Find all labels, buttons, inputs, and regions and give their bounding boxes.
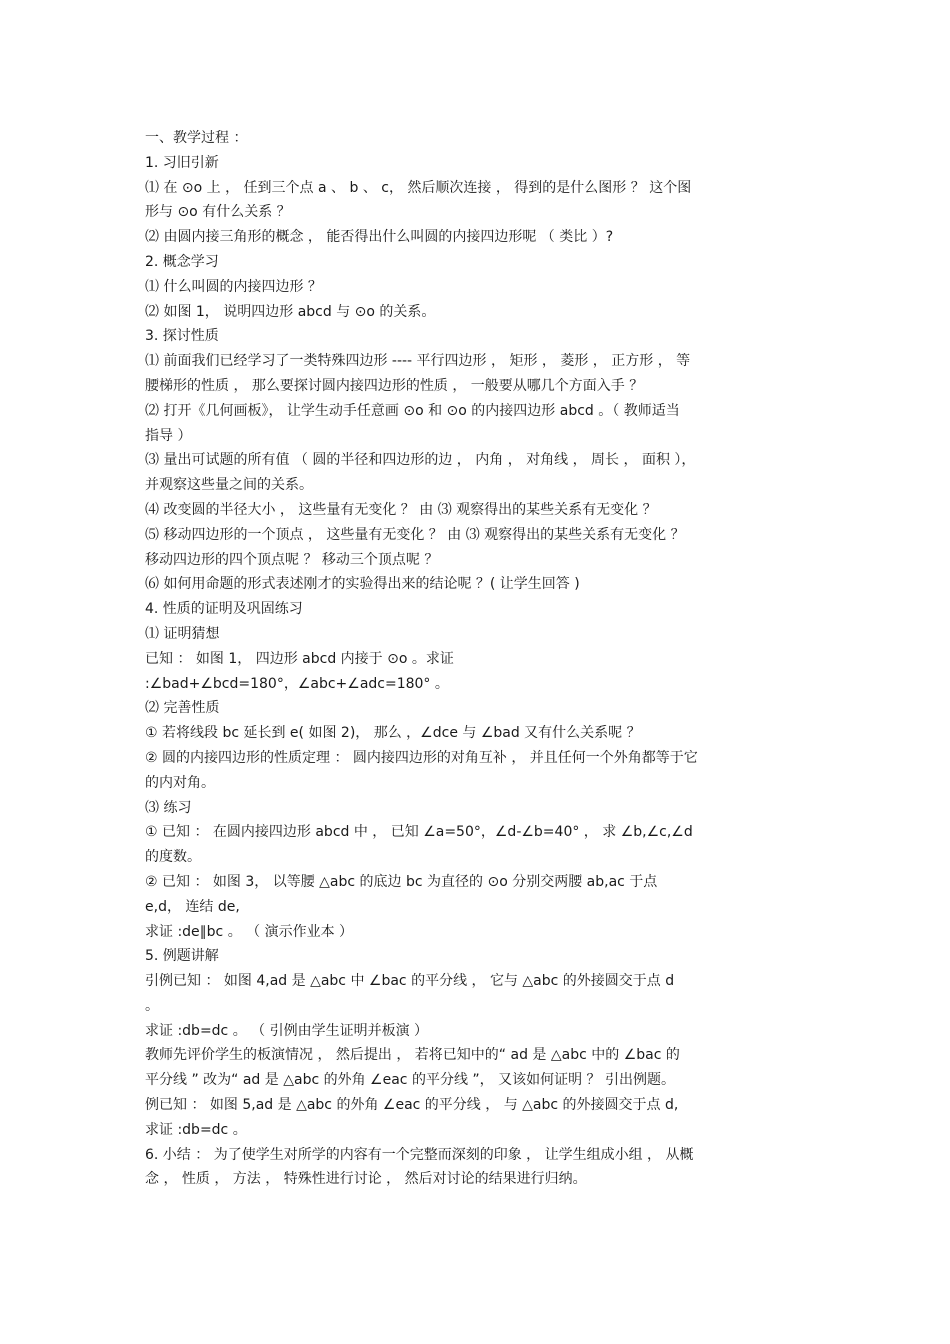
text-line: 求证 :db=dc 。 （ 引例由学生证明并板演 ） <box>145 1022 429 1039</box>
text-line: 已知 ： 如图 1， 四边形 abcd 内接于 ⊙o 。求证 <box>145 650 454 667</box>
text-line: ⑶ 练习 <box>145 799 192 816</box>
text-line: 例已知 ： 如图 5,ad 是 △abc 的外角 ∠eac 的平分线 ， 与 △abc 的外接圆交于点 d, <box>145 1097 679 1114</box>
text-line: ⑵ 如图 1， 说明四边形 abcd 与 ⊙o 的关系。 <box>145 303 436 320</box>
text-line: 引例已知 ： 如图 4,ad 是 △abc 中 ∠bac 的平分线 ， 它与 △abc 的外接圆交于点 d <box>145 973 675 990</box>
text-line: ⑵ 打开《几何画板》， 让学生动手任意画 ⊙o 和 ⊙o 的内接四边形 abcd 。（ 教师适当 <box>145 402 680 419</box>
text-line: 3. 探讨性质 <box>145 328 219 345</box>
text-line: 念 ， 性质 ， 方法 ， 特殊性进行讨论 ， 然后对讨论的结果进行归纳。 <box>145 1171 587 1188</box>
text-line: ⑵ 由圆内接三角形的概念 ， 能否得出什么叫圆的内接四边形呢 （ 类比 ）? <box>145 229 614 246</box>
text-line: 求证 :de∥bc 。 （ 演示作业本 ） <box>145 923 354 940</box>
text-line: 求证 :db=dc 。 <box>145 1121 247 1138</box>
text-line: ⑴ 在 ⊙o 上 ， 任到三个点 a 、 b 、 c， 然后顺次连接 ， 得到的是什么图形 ？ 这个图 <box>145 179 692 196</box>
text-line: ② 圆的内接四边形的性质定理 ： 圆内接四边形的对角互补 ， 并且任何一个外角都等于它 <box>145 749 698 766</box>
text-line: 4. 性质的证明及巩固练习 <box>145 601 303 618</box>
text-line: ⑴ 证明猜想 <box>145 625 220 642</box>
text-line: 形与 ⊙o 有什么关系 ？ <box>145 204 291 221</box>
text-line: 指导 ） <box>145 427 192 444</box>
text-line: ⑶ 量出可试题的所有值 （ 圆的半径和四边形的边 ， 内角 ， 对角线 ， 周长 ， 面积 ）， <box>145 452 696 469</box>
text-line: 平分线 ” 改为“ ad 是 △abc 的外角 ∠eac 的平分线 ”， 又该如何证明 ？ 引出例题。 <box>145 1072 675 1089</box>
text-line: 教师先评价学生的板演情况 ， 然后提出 ， 若将已知中的“ ad 是 △abc 中的 ∠bac 的 <box>145 1047 680 1064</box>
text-line: 5. 例题讲解 <box>145 948 219 965</box>
text-line: ① 已知 ： 在圆内接四边形 abcd 中 ， 已知 ∠a=50°，∠d-∠b=40° ， 求 ∠b,∠c,∠d <box>145 824 693 841</box>
text-line: ② 已知 ： 如图 3， 以等腰 △abc 的底边 bc 为直径的 ⊙o 分别交两腰 ab,ac 于点 <box>145 873 658 890</box>
text-line: 的度数。 <box>145 849 201 866</box>
text-line: 1. 习旧引新 <box>145 154 219 171</box>
text-line: :∠bad+∠bcd=180°，∠abc+∠adc=180° 。 <box>145 675 449 692</box>
text-line: ⑵ 完善性质 <box>145 700 220 717</box>
text-line: 移动四边形的四个顶点呢 ？ 移动三个顶点呢 ？ <box>145 551 439 568</box>
text-line: ⑷ 改变圆的半径大小 ， 这些量有无变化 ？ 由 ⑶ 观察得出的某些关系有无变化 ？ <box>145 501 657 518</box>
document-body <box>145 126 810 1192</box>
text-line: 2. 概念学习 <box>145 253 219 270</box>
text-line: e,d， 连结 de, <box>145 898 240 915</box>
text-line: 。 <box>145 997 159 1014</box>
text-line: 一、教学过程 ： <box>145 130 248 146</box>
text-line: ⑹ 如何用命题的形式表述刚才的实验得出来的结论呢 ？( 让学生回答 ) <box>145 576 580 593</box>
text-line: ① 若将线段 bc 延长到 e( 如图 2)， 那么 ，∠dce 与 ∠bad 又有什么关系呢 ？ <box>145 725 641 742</box>
text-line: ⑴ 什么叫圆的内接四边形 ？ <box>145 278 322 295</box>
text-line: ⑸ 移动四边形的一个顶点 ， 这些量有无变化 ？ 由 ⑶ 观察得出的某些关系有无变化 ？ <box>145 526 685 543</box>
text-line: 6. 小结 ： 为了使学生对所学的内容有一个完整而深刻的印象 ， 让学生组成小组 ， 从概 <box>145 1146 694 1163</box>
text-line: 腰梯形的性质 ， 那么要探讨圆内接四边形的性质 ， 一般要从哪几个方面入手 ？ <box>145 377 644 394</box>
text-line: 并观察这些量之间的关系。 <box>145 477 313 494</box>
text-line: ⑴ 前面我们已经学习了一类特殊四边形 ---- 平行四边形 ， 矩形 ， 菱形 ， 正方形 ， 等 <box>145 353 691 370</box>
text-line: 的内对角。 <box>145 774 215 791</box>
